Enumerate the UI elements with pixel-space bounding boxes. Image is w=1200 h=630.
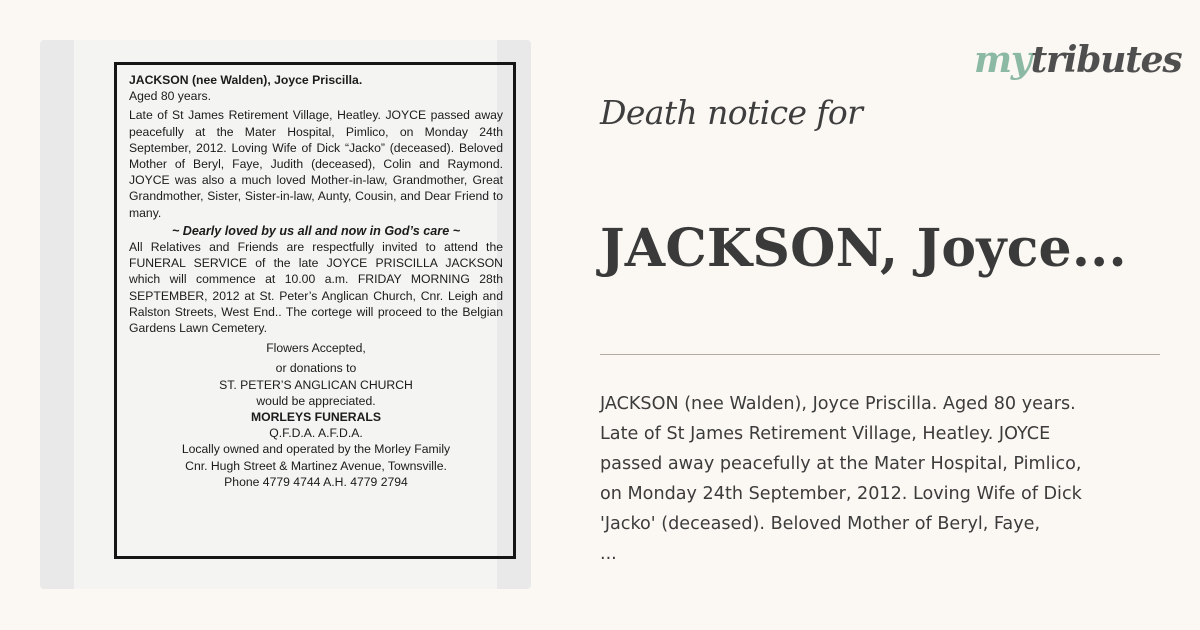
notice-age: Aged 80 years. (129, 89, 211, 104)
mytributes-logo (974, 40, 1181, 80)
logo-part-tributes: tributes (1030, 39, 1182, 81)
excerpt-ellipsis: ... (600, 544, 617, 564)
notice-church: ST. PETER’S ANGLICAN CHURCH (219, 377, 413, 392)
notice-funeral-home: MORLEYS FUNERALS (250, 410, 381, 425)
section-divider (600, 354, 1160, 355)
logo-part-my: my (974, 39, 1031, 81)
notice-donations: or donations to (275, 361, 357, 376)
excerpt-line: on Monday 24th September, 2012. Loving Wife of Dick (600, 484, 1082, 504)
notice-motto: ~ Dearly loved by us all and now in God’s care ~ (171, 223, 461, 238)
notice-phone: Phone 4779 4744 A.H. 4779 2794 (224, 474, 408, 489)
notice-credentials: Q.F.D.A. A.F.D.A. (269, 426, 363, 441)
notice-flowers: Flowers Accepted, (266, 341, 366, 356)
notice-header: JACKSON (nee Walden), Joyce Priscilla. (129, 73, 363, 87)
excerpt-line: Late of St James Retirement Village, Heatley. JOYCE (600, 424, 1051, 444)
notice-paragraph-1: Late of St James Retirement Village, Heatley. JOYCE passed away peacefully at the Mater Hospital, Pimlico, on Monday 24th September, 2012. Loving Wife of Dick “Jacko” (deceased). Beloved Mother of Beryl, Faye, Judith (deceased), Colin and Raymond. JOYCE was also a much loved Mother-in-law, Grandmother, Great Grandmother, Sister, Sister-in-law, Aunty, Cousin, and Dear Friend to many. (129, 108, 503, 220)
notice-border-box (114, 62, 516, 559)
notice-appreciated: would be appreciated. (256, 393, 376, 408)
notice-paragraph-2: All Relatives and Friends are respectfully invited to attend the FUNERAL SERVICE of the late JOYCE PRISCILLA JACKSON which will commence at 10.00 a.m. FRIDAY MORNING 28th SEPTEMBER, 2012 at St. Peter’s Anglican Church, Cnr. Leigh and Ralston Streets, West End.. The cortege will proceed to the Belgian Gardens Lawn Cemetery. (129, 240, 503, 336)
notice-excerpt (600, 389, 1170, 569)
notice-owned: Locally owned and operated by the Morley Family (181, 442, 451, 457)
excerpt-line: 'Jacko' (deceased). Beloved Mother of Beryl, Faye, (600, 514, 1041, 534)
deceased-name-title: JACKSON, Joyce... (600, 218, 1127, 279)
excerpt-line: JACKSON (nee Walden), Joyce Priscilla. Aged 80 years. (600, 394, 1076, 414)
death-notice-label: Death notice for (600, 93, 863, 132)
newspaper-clipping (74, 40, 503, 589)
death-notice-image (40, 40, 531, 589)
excerpt-line: passed away peacefully at the Mater Hospital, Pimlico, (600, 454, 1082, 474)
notice-address: Cnr. Hugh Street & Martinez Avenue, Townsville. (185, 458, 447, 473)
